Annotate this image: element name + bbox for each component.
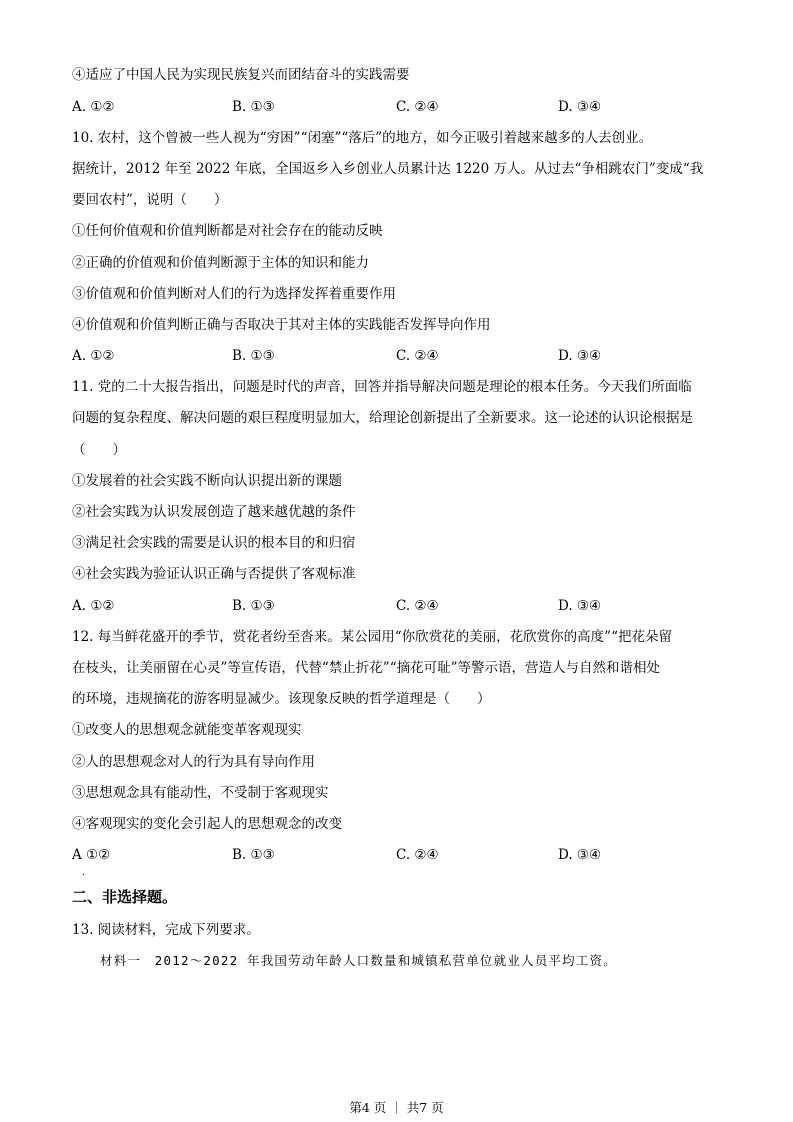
option-b: B. ①③ xyxy=(232,348,275,364)
q11-item-3: ③满足社会实践的需要是认识的根本目的和归宿 xyxy=(72,535,356,551)
q12-stem-line-2: 在枝头，让美丽留在心灵”等宣传语，代替“禁止折花”“摘花可耻”等警示语，营造人与自然和谐相处 xyxy=(72,660,661,676)
q12-item-1: ①改变人的思想观念就能变革客观现实 xyxy=(72,722,302,738)
q11-stem-line-3: （ ） xyxy=(72,442,126,458)
option-a: A. ①② xyxy=(72,598,115,614)
stray-dot: . xyxy=(82,868,85,878)
q9-item-4: ④适应了中国人民为实现民族复兴而团结奋斗的实践需要 xyxy=(72,67,410,83)
q10-item-3: ③价值观和价值判断对人们的行为选择发挥着重要作用 xyxy=(72,286,396,302)
option-c: C. ②④ xyxy=(396,598,439,614)
q10-stem-line-2: 据统计，2012 年至 2022 年底，全国返乡入乡创业人员累计达 1220 万人。从过去“争相跳农门”变成“我 xyxy=(72,161,704,177)
option-b: B. ①③ xyxy=(232,847,275,863)
option-a: A ①② xyxy=(72,847,111,863)
option-a: A. ①② xyxy=(72,348,115,364)
q12-item-3: ③思想观念具有能动性，不受制于客观现实 xyxy=(72,785,329,801)
option-d: D. ③④ xyxy=(558,598,602,614)
q11-options xyxy=(72,596,712,616)
option-b: B. ①③ xyxy=(232,99,275,115)
q9-options xyxy=(72,97,712,117)
option-c: C. ②④ xyxy=(396,847,439,863)
q12-options xyxy=(72,845,712,865)
q13-stem: 13. 阅读材料，完成下列要求。 xyxy=(72,922,260,938)
q12-stem-line-3: 的环境，违规摘花的游客明显减少。该现象反映的哲学道理是（ ） xyxy=(72,691,491,707)
page-footer: 第4 页 ｜ 共7 页 xyxy=(349,1100,444,1115)
material-1: 材料一 2012～2022 年我国劳动年龄人口数量和城镇私营单位就业人员平均工资。 xyxy=(100,953,617,968)
option-c: C. ②④ xyxy=(396,348,439,364)
q12-item-4: ④客观现实的变化会引起人的思想观念的改变 xyxy=(72,816,342,832)
option-d: D. ③④ xyxy=(558,99,602,115)
option-c: C. ②④ xyxy=(396,99,439,115)
option-b: B. ①③ xyxy=(232,598,275,614)
section-title: 二、非选择题。 xyxy=(72,888,178,906)
q10-stem-line-3: 要回农村”，说明（ ） xyxy=(72,192,228,208)
option-a: A. ①② xyxy=(72,99,115,115)
q11-stem-line-2: 问题的复杂程度、解决问题的艰巨程度明显加大，给理论创新提出了全新要求。这一论述的认识论根据是 xyxy=(72,410,693,426)
option-d: D. ③④ xyxy=(558,847,602,863)
q12-stem-line-1: 12. 每当鲜花盛开的季节，赏花者纷至沓来。某公园用“你欣赏花的美丽，花欣赏你的高度”“把花朵留 xyxy=(72,629,672,645)
q10-stem-line-1: 10. 农村，这个曾被一些人视为“穷困”“闭塞”“落后”的地方，如今正吸引着越来越多的人去创业。 xyxy=(72,130,653,146)
option-d: D. ③④ xyxy=(558,348,602,364)
q11-stem-line-1: 11. 党的二十大报告指出，问题是时代的声音，回答并指导解决问题是理论的根本任务。今天我们所面临 xyxy=(72,379,692,395)
q10-item-1: ①任何价值观和价值判断都是对社会存在的能动反映 xyxy=(72,223,383,239)
q11-item-2: ②社会实践为认识发展创造了越来越优越的条件 xyxy=(72,504,356,520)
q11-item-1: ①发展着的社会实践不断向认识提出新的课题 xyxy=(72,473,342,489)
q10-item-2: ②正确的价值观和价值判断源于主体的知识和能力 xyxy=(72,255,369,271)
q12-item-2: ②人的思想观念对人的行为具有导向作用 xyxy=(72,754,315,770)
q11-item-4: ④社会实践为验证认识正确与否提供了客观标准 xyxy=(72,566,356,582)
q10-options xyxy=(72,346,712,366)
q10-item-4: ④价值观和价值判断正确与否取决于其对主体的实践能否发挥导向作用 xyxy=(72,317,491,333)
